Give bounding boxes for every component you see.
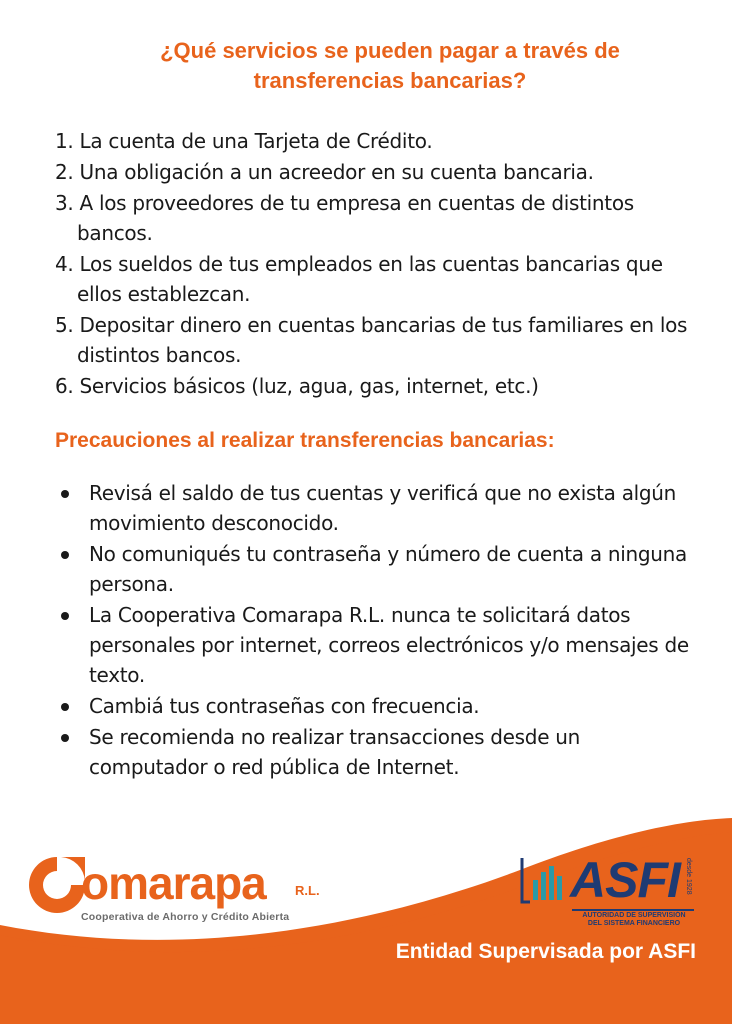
services-list-item: 3. A los proveedores de tu empresa en cuentas de distintos bancos. xyxy=(55,191,634,245)
precautions-list-item xyxy=(55,722,695,782)
asfi-subtitle xyxy=(572,912,696,928)
precautions-item-text: Revisá el saldo de tus cuentas y verificá que no exista algún movimiento desconocido. xyxy=(89,481,677,535)
comarapa-logo xyxy=(25,853,345,933)
asfi-subtitle-line-1: AUTORIDAD DE SUPERVISIÓN xyxy=(582,912,686,919)
asfi-bars-icon xyxy=(520,852,568,908)
page-title-line-2: transferencias bancarias? xyxy=(253,68,527,93)
comarapa-brand-name: omarapa xyxy=(81,857,266,909)
asfi-divider xyxy=(572,909,694,911)
asfi-logo xyxy=(520,852,700,932)
asfi-subtitle-line-2: DEL SISTEMA FINANCIERO xyxy=(587,920,681,927)
precautions-list-item xyxy=(55,600,695,690)
precautions-title: Precauciones al realizar transferencias bancarias: xyxy=(55,429,555,452)
services-list-item: 1. La cuenta de una Tarjeta de Crédito. xyxy=(55,129,433,153)
services-list-item: 6. Servicios básicos (luz, agua, gas, internet, etc.) xyxy=(55,374,539,398)
precautions-item-text: Cambiá tus contraseñas con frecuencia. xyxy=(89,694,480,718)
precautions-list-item xyxy=(55,691,695,721)
page-title xyxy=(60,36,720,96)
precautions-list-item xyxy=(55,539,695,599)
bullet-icon xyxy=(61,490,69,498)
bullet-icon xyxy=(61,734,69,742)
comarapa-c-logo-icon xyxy=(25,853,89,917)
comarapa-brand-suffix: R.L. xyxy=(295,883,320,898)
precautions-item-text: Se recomienda no realizar transacciones desde un computador o red pública de Internet. xyxy=(89,725,581,779)
services-list-item: 5. Depositar dinero en cuentas bancarias de tus familiares en los distintos bancos. xyxy=(55,313,688,367)
precautions-list xyxy=(55,478,695,783)
asfi-wordmark: ASFI xyxy=(570,852,680,908)
precautions-list-item xyxy=(55,478,695,538)
precautions-item-text: La Cooperativa Comarapa R.L. nunca te solicitará datos personales por internet, correos electrónicos y/o mensajes de texto. xyxy=(89,603,689,687)
comarapa-tagline: Cooperativa de Ahorro y Crédito Abierta xyxy=(81,911,290,923)
supervised-entity-label: Entidad Supervisada por ASFI xyxy=(395,940,696,963)
precautions-item-text: No comuniqués tu contraseña y número de cuenta a ninguna persona. xyxy=(89,542,687,596)
bullet-icon xyxy=(61,703,69,711)
asfi-since-label: desde 1928 xyxy=(685,858,692,895)
page-title-line-1: ¿Qué servicios se pueden pagar a través de xyxy=(160,38,620,63)
services-list-item: 2. Una obligación a un acreedor en su cuenta bancaria. xyxy=(55,160,594,184)
bullet-icon xyxy=(61,612,69,620)
bullet-icon xyxy=(61,551,69,559)
services-list xyxy=(55,126,705,402)
services-list-item: 4. Los sueldos de tus empleados en las cuentas bancarias que ellos establezcan. xyxy=(55,252,663,306)
